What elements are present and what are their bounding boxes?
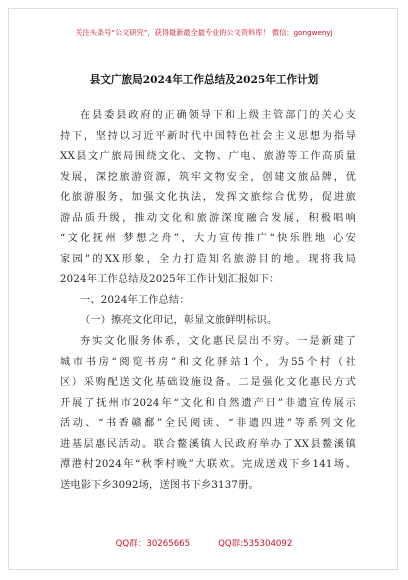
text-line: 送电影下乡3092场，送图书下乡3137册。: [60, 479, 259, 491]
text-line: 化旅游服务，加强文化执法，发挥文旅综合优势，促进旅: [60, 192, 356, 204]
text-line: “文化抚州 梦想之舟”，大力宣传推广“快乐胜地 心安: [60, 233, 356, 245]
header-banner: 关注头条号“公文研究”，获得最新最全最专业的公文资料库！ 微信：gongwenyj: [75, 28, 333, 37]
section-heading: 一、2024年工作总结：: [80, 294, 190, 306]
text-line: 活动、“书香赣鄱”全民阅读、“非遗四进”等系列文化: [60, 418, 356, 430]
footer-contact: [0, 537, 408, 549]
text-line: 2024年工作总结及2025年工作计划汇报如下：: [60, 274, 280, 286]
text-line: 区）采购配送文化基础设施设备。二是强化文化惠民方式: [60, 377, 356, 389]
text-line: XX县文广旅局围绕文化、文物、广电、旅游等工作高质量: [60, 151, 356, 163]
text-line: 城市书房“阅览书房”和文化驿站1个，为55个村（社: [60, 356, 356, 368]
paragraph-intro: [60, 106, 356, 291]
text-line: 游品质升级，推动文化和旅游深度融合发展，积极唱响: [60, 212, 356, 224]
text-line: 发展，深挖旅游资源，筑牢文物安全，创建文旅品牌，优: [60, 171, 356, 183]
subsection-heading: （一）擦亮文化印记，彰显文旅鲜明标识。: [80, 315, 278, 327]
text-line: 在县委县政府的正确领导下和上级主管部门的关心支: [80, 110, 356, 121]
text-line: 潭港村2024年“秋季村晚”大联欢。完成送戏下乡141场、: [60, 459, 356, 471]
text-line: 家园”的XX形象，全力打造知名旅游目的地。现将我局: [60, 253, 356, 265]
text-line: 进基层惠民活动。联合鳌溪镇人民政府举办了XX县鳌溪镇: [60, 438, 356, 450]
document-title: 县文广旅局2024年工作总结及2025年工作计划: [89, 74, 319, 86]
text-line: 夯实文化服务体系，文化惠民层出不穷。一是新建了: [80, 336, 356, 348]
paragraph-culture-services: [60, 332, 356, 496]
qq-group-1: QQ群：30265665: [115, 539, 191, 549]
text-line: 开展了抚州市2024年“文化和自然遗产日”非遗宣传展示: [60, 397, 356, 409]
text-line: 持下，坚持以习近平新时代中国特色社会主义思想为指导: [60, 130, 356, 142]
document-body: [60, 106, 356, 496]
qq-group-2: QQ群:535304092: [218, 539, 293, 549]
